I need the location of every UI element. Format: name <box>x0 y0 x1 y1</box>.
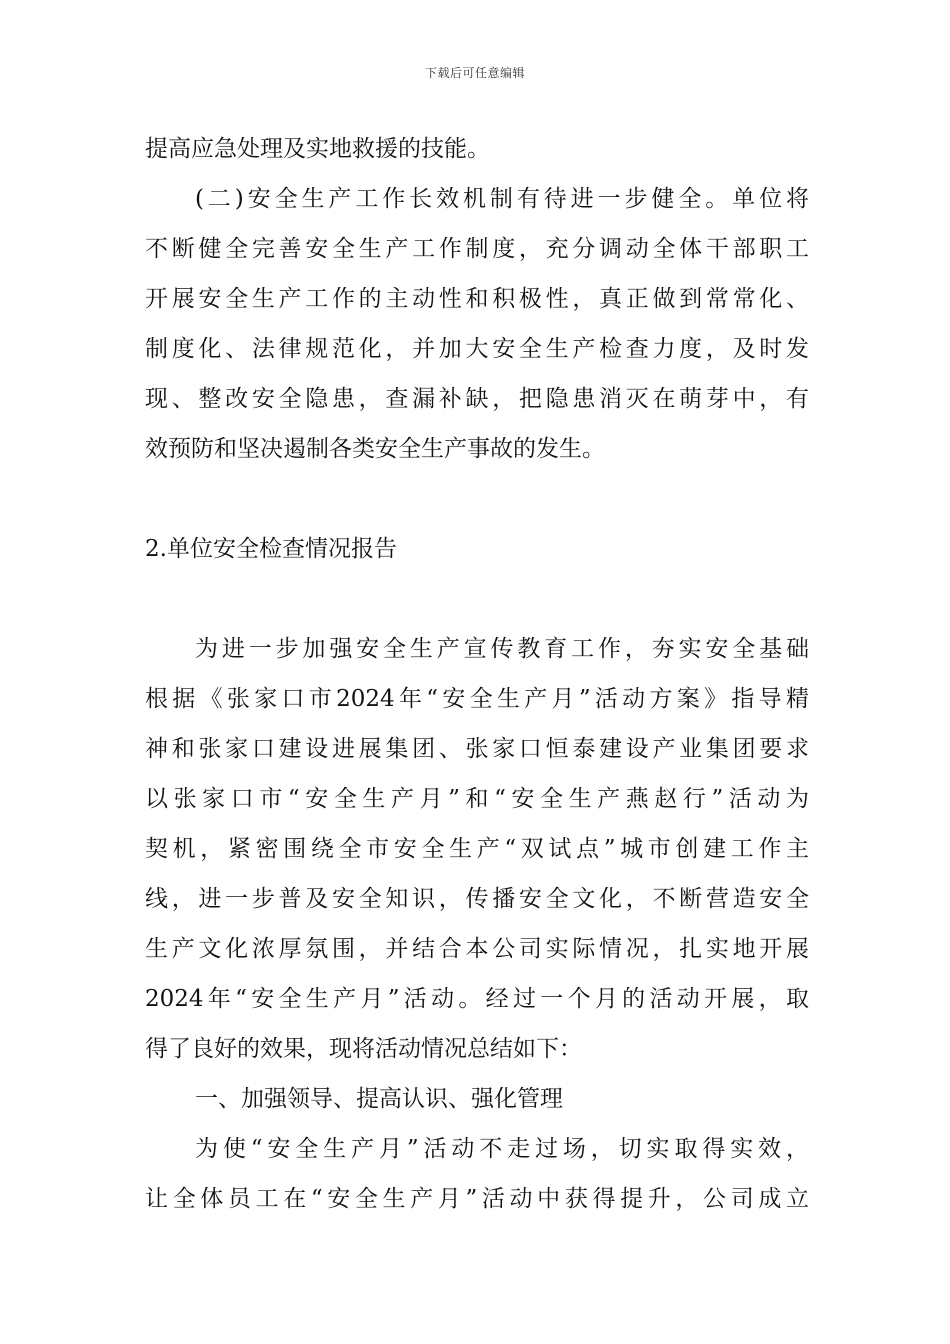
paragraph-line: 让全体员工在“安全生产月”活动中获得提升，公司成立 <box>145 1186 809 1212</box>
subheading-line: 一、加强领导、提高认识、强化管理 <box>195 1086 563 1112</box>
paragraph-line: 2024年“安全生产月”活动。经过一个月的活动开展，取 <box>145 986 809 1012</box>
section-heading <box>145 524 809 574</box>
paragraph-line: 生产文化浓厚氛围，并结合本公司实际情况，扎实地开展 <box>145 936 809 962</box>
paragraph-line: 为进一步加强安全生产宣传教育工作，夯实安全基础 <box>195 636 809 662</box>
paragraph-line: 现、整改安全隐患，查漏补缺，把隐患消灭在萌芽中，有 <box>145 386 809 412</box>
section-title: 2.单位安全检查情况报告 <box>145 536 397 562</box>
paragraph-line: 提高应急处理及实地救援的技能。 <box>145 136 490 162</box>
paragraph-line: (二)安全生产工作长效机制有待进一步健全。单位将 <box>195 186 809 212</box>
paragraph-line: 以张家口市“安全生产月”和“安全生产燕赵行”活动为 <box>145 786 809 812</box>
paragraph-line: 得了良好的效果，现将活动情况总结如下： <box>145 1036 582 1062</box>
paragraph-line: 为使“安全生产月”活动不走过场，切实取得实效， <box>195 1136 809 1162</box>
paragraph-line: 线，进一步普及安全知识，传播安全文化，不断营造安全 <box>145 886 809 912</box>
paragraph-line: 神和张家口建设进展集团、张家口恒泰建设产业集团要求 <box>145 736 809 762</box>
paragraph-line: 效预防和坚决遏制各类安全生产事故的发生。 <box>145 436 605 462</box>
paragraph-line: 制度化、法律规范化，并加大安全生产检查力度，及时发 <box>145 336 809 362</box>
page-header: 下载后可任意编辑 <box>424 66 525 80</box>
paragraph-line: 契机，紧密围绕全市安全生产“双试点”城市创建工作主 <box>145 836 809 862</box>
paragraph-line: 开展安全生产工作的主动性和积极性，真正做到常常化、 <box>145 286 809 312</box>
paragraph-main <box>145 624 809 1224</box>
paragraph-top <box>145 124 809 474</box>
paragraph-line: 根据《张家口市2024年“安全生产月”活动方案》指导精 <box>145 686 809 712</box>
paragraph-line: 不断健全完善安全生产工作制度，充分调动全体干部职工 <box>145 236 809 262</box>
